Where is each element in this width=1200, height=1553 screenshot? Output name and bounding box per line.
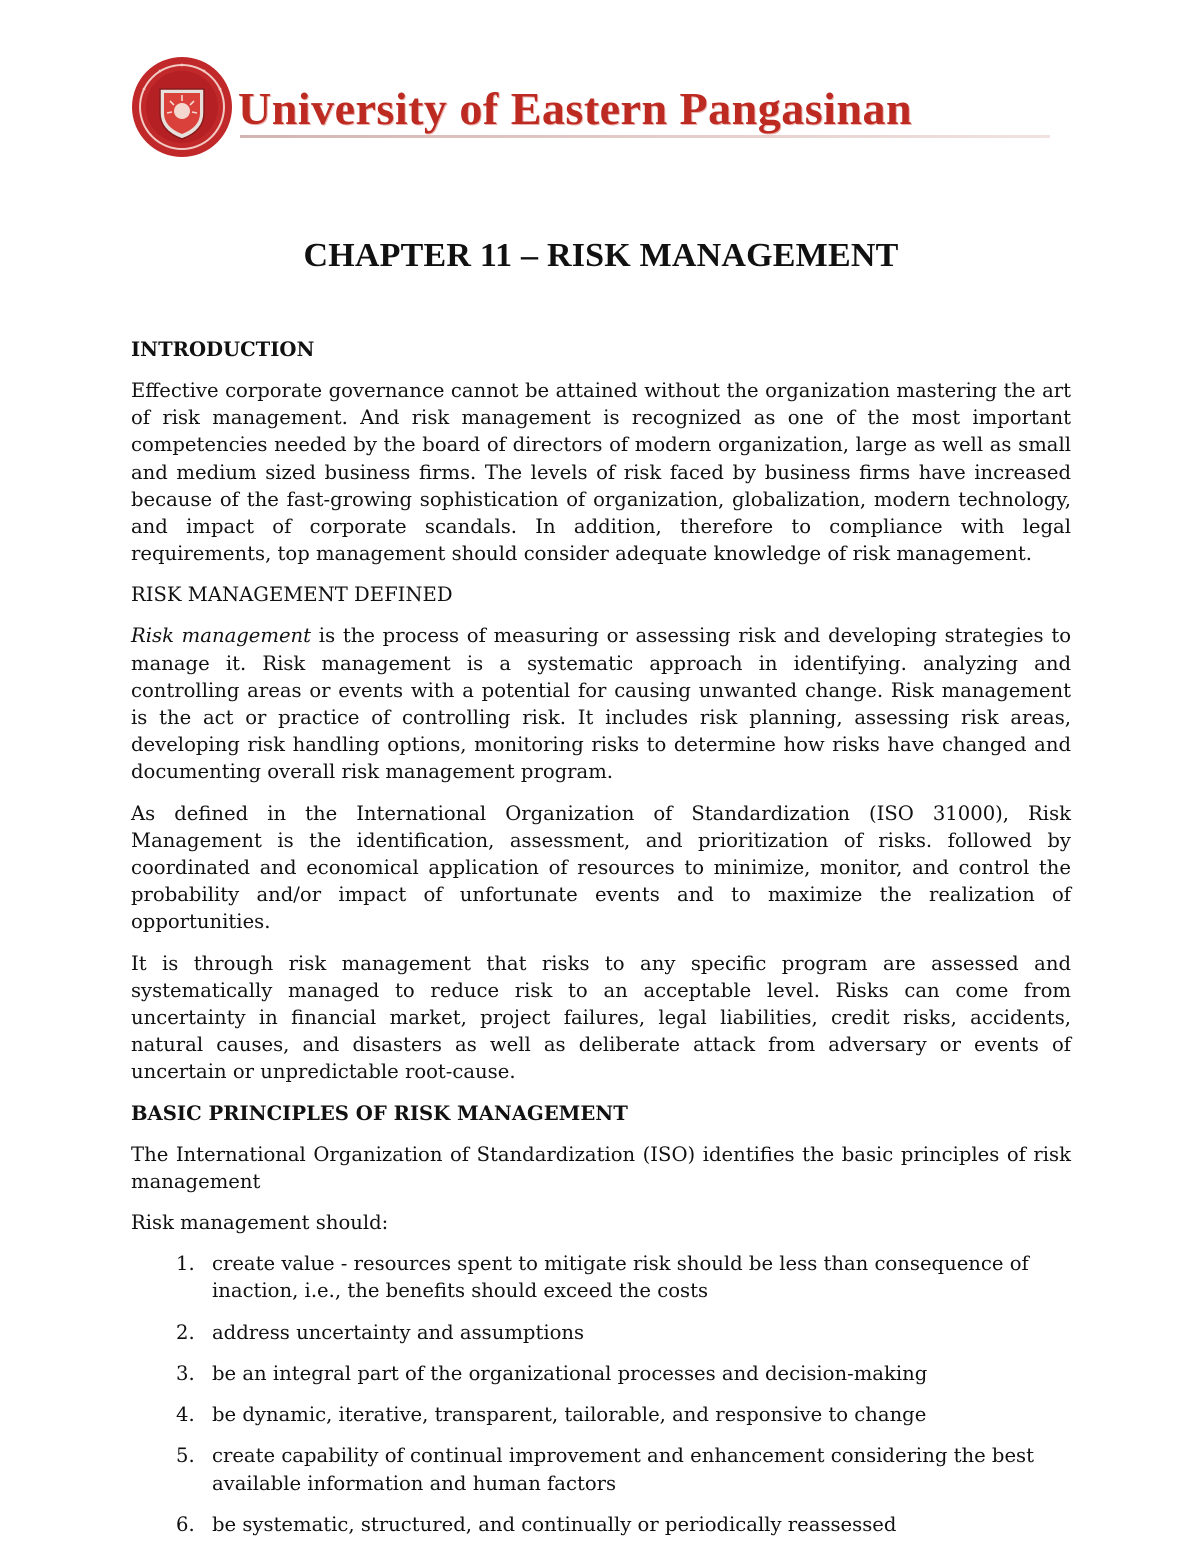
list-item <box>131 1360 1071 1387</box>
principles-intro-paragraph: The International Organization of Standardization (ISO) identifies the basic principles of risk management <box>131 1142 1071 1193</box>
should-label: Risk management should: <box>131 1211 389 1235</box>
document-body <box>131 232 1071 1552</box>
principles-list <box>131 1250 1071 1538</box>
list-item-number: 3. <box>176 1361 195 1385</box>
iso-definition-paragraph: As defined in the International Organization of Standardization (ISO 31000), Risk Management is the identification, assessment, and prioritization of risks. followed by coordinated and economical application of resources to minimize, monitor, and control the probability and/or impact of unfortunate events and to maximize the realization of opportunities. <box>131 801 1071 934</box>
list-item <box>131 1511 1071 1538</box>
list-item-number: 4. <box>176 1403 195 1427</box>
definition-paragraph <box>131 622 1071 785</box>
list-item <box>131 1442 1071 1496</box>
definition-text: is the process of measuring or assessing risk and developing strategies to manage it. Risk management is a systematic approach in identifying. analyzing and controlling areas or events with a potential for causing unwanted change. Risk management is the act or practice of controlling risk. It includes risk planning, assessing risk areas, developing risk handling options, monitoring risks to determine how risks have changed and documenting overall risk management program. <box>131 624 1071 784</box>
list-item-number: 5. <box>176 1444 195 1468</box>
chapter-title: CHAPTER 11 – RISK MANAGEMENT <box>303 237 899 274</box>
principles-heading: BASIC PRINCIPLES OF RISK MANAGEMENT <box>131 1101 628 1125</box>
list-item-text: address uncertainty and assumptions <box>212 1320 585 1344</box>
header-divider <box>240 135 1050 138</box>
list-item <box>131 1250 1071 1304</box>
list-item <box>131 1319 1071 1346</box>
list-item-text: create capability of continual improvement and enhancement considering the best available information and human factors <box>212 1444 1034 1495</box>
university-seal-icon <box>130 55 234 159</box>
letterhead <box>130 52 1070 162</box>
defined-term: Risk management <box>131 624 312 648</box>
definition-heading: RISK MANAGEMENT DEFINED <box>131 583 453 607</box>
list-item-text: be an integral part of the organizational processes and decision-making <box>212 1361 928 1385</box>
list-item-number: 6. <box>176 1512 195 1536</box>
list-item <box>131 1401 1071 1428</box>
list-item-text: be systematic, structured, and continually or periodically reassessed <box>212 1512 897 1536</box>
introduction-paragraph: Effective corporate governance cannot be attained without the organization mastering the art of risk management. And risk management is recognized as one of the most important competencies needed by the board of directors of modern organization, large as well as small and medium sized business firms. The levels of risk faced by business firms have increased because of the fast-growing sophistication of organization, globalization, modern technology, and impact of corporate scandals. In addition, therefore to compliance with legal requirements, top management should consider adequate knowledge of risk management. <box>131 379 1071 566</box>
university-name: University of Eastern Pangasinan <box>238 83 913 134</box>
list-item-number: 2. <box>176 1320 195 1344</box>
list-item-number: 1. <box>176 1252 195 1276</box>
list-item-text: create value - resources spent to mitigate risk should be less than consequence of inaction, i.e., the benefits should exceed the costs <box>212 1252 1029 1303</box>
introduction-heading: INTRODUCTION <box>131 338 315 361</box>
risk-management-paragraph: It is through risk management that risks to any specific program are assessed and systematically managed to reduce risk to an acceptable level. Risks can come from uncertainty in financial market, project failures, legal liabilities, credit risks, accidents, natural causes, and disasters as well as deliberate attack from adversary or events of uncertain or unpredictable root-cause. <box>131 951 1071 1084</box>
list-item-text: be dynamic, iterative, transparent, tailorable, and responsive to change <box>212 1403 927 1427</box>
